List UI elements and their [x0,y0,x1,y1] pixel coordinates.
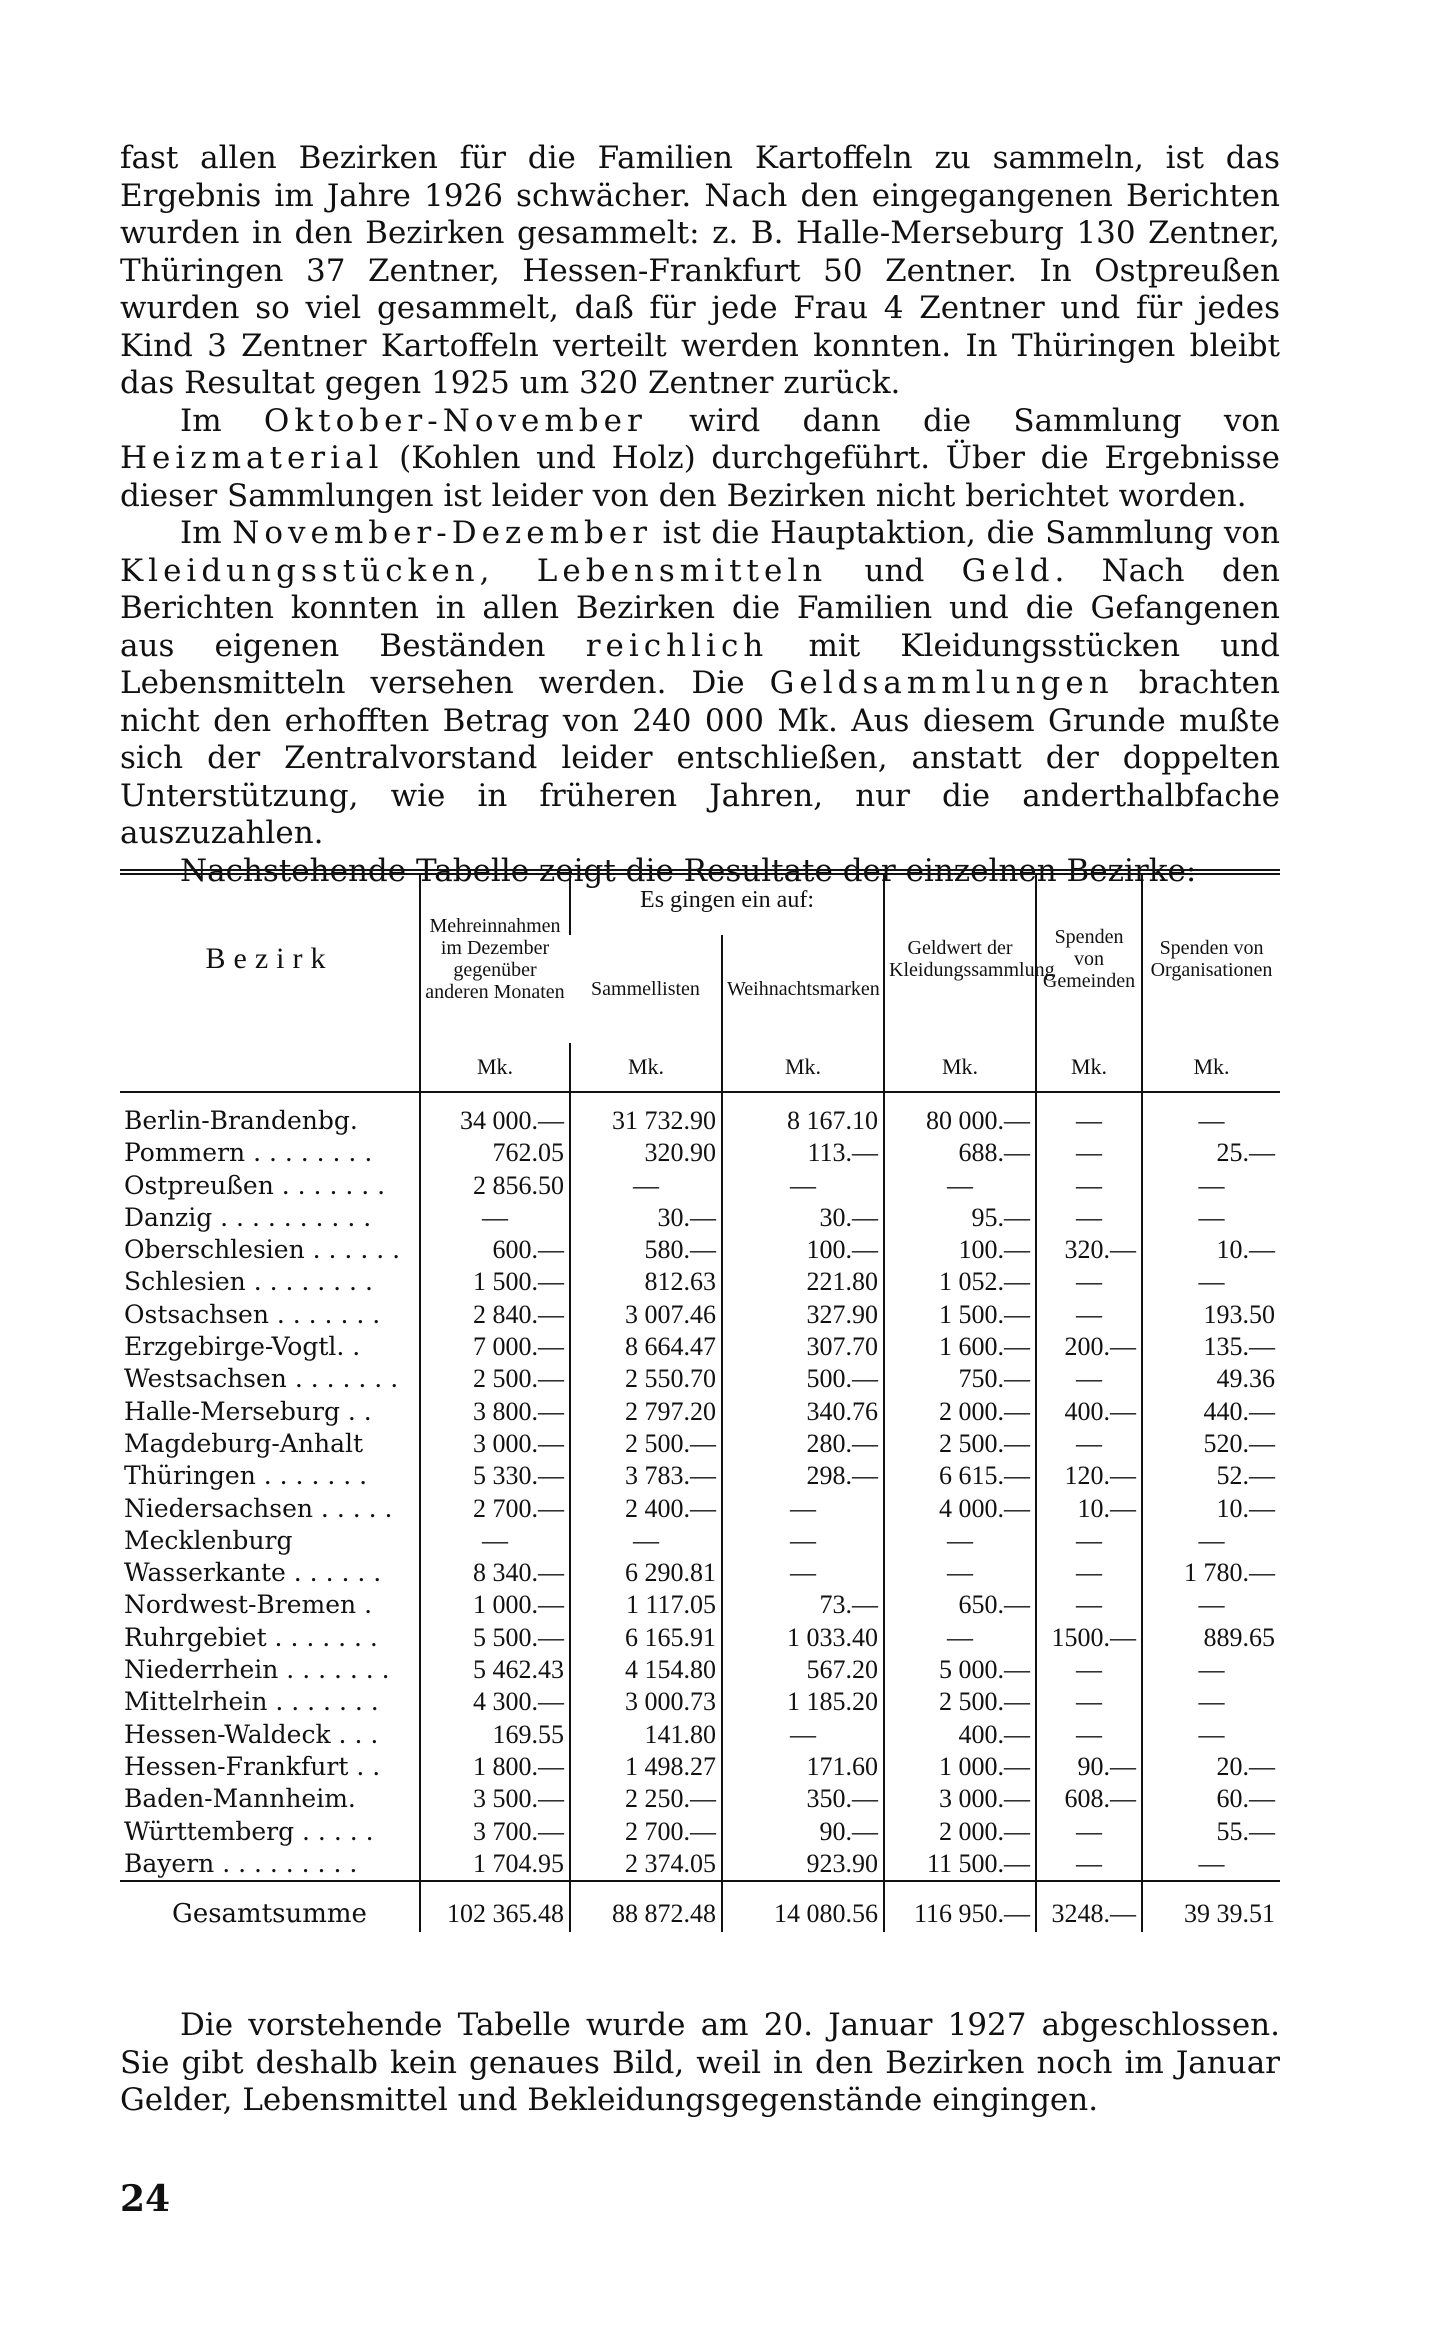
mehreinnahmen-cell: 8 340.— [420,1557,570,1589]
weihnachtsmarken-cell: — [722,1525,884,1557]
table-row [120,1092,1280,1137]
geldwert-cell: — [884,1170,1036,1202]
total-label: Gesamtsumme [120,1881,420,1932]
spenden-gemeinden-cell: — [1036,1299,1142,1331]
bezirk-cell: Ostpreußen . . . . . . . [124,1170,386,1200]
geldwert-cell: — [884,1525,1036,1557]
results-table [120,869,1280,1932]
geldwert-cell: 688.— [884,1137,1036,1169]
total-weihnachtsmarken: 14 080.56 [722,1881,884,1932]
sammellisten-cell: 580.— [570,1234,722,1266]
sammellisten-cell: — [570,1525,722,1557]
unit-cell: Mk. [722,1043,884,1092]
weihnachtsmarken-cell: 500.— [722,1363,884,1395]
sammellisten-cell: 2 500.— [570,1428,722,1460]
mehreinnahmen-cell: — [420,1202,570,1234]
table-row [120,1266,1280,1298]
table-header [120,872,1280,1092]
bezirk-cell: Westsachsen . . . . . . . [124,1364,399,1394]
spenden-organisationen-cell: 135.— [1142,1331,1280,1363]
spenden-gemeinden-cell: — [1036,1525,1142,1557]
spenden-gemeinden-cell: 320.— [1036,1234,1142,1266]
spenden-gemeinden-cell: — [1036,1654,1142,1686]
mehreinnahmen-cell: 3 700.— [420,1816,570,1848]
sammellisten-cell: 3 783.— [570,1460,722,1492]
bezirk-cell: Hessen-Frankfurt . . [124,1751,381,1781]
spenden-gemeinden-cell: 120.— [1036,1460,1142,1492]
header-spenden-gemeinden: Spenden von Gemeinden [1036,872,1142,1043]
mehreinnahmen-cell: 1 704.95 [420,1848,570,1881]
unit-cell-empty [120,1043,420,1092]
sammellisten-cell: 3 007.46 [570,1299,722,1331]
bezirk-cell: Erzgebirge-Vogtl. . [124,1332,361,1362]
sammellisten-cell: 6 165.91 [570,1622,722,1654]
spenden-organisationen-cell: — [1142,1589,1280,1621]
table-row [120,1299,1280,1331]
weihnachtsmarken-cell: 1 185.20 [722,1686,884,1718]
spenden-gemeinden-cell: — [1036,1686,1142,1718]
unit-cell: Mk. [884,1043,1036,1092]
table-row [120,1493,1280,1525]
geldwert-cell: 2 000.— [884,1816,1036,1848]
spenden-organisationen-cell: 440.— [1142,1396,1280,1428]
spenden-gemeinden-cell: — [1036,1557,1142,1589]
geldwert-cell: — [884,1622,1036,1654]
table-row [120,1202,1280,1234]
sammellisten-cell: 1 498.27 [570,1751,722,1783]
weihnachtsmarken-cell: 280.— [722,1428,884,1460]
mehreinnahmen-cell: 5 462.43 [420,1654,570,1686]
bezirk-cell: Württemberg . . . . . [124,1816,374,1846]
table-row [120,1428,1280,1460]
mehreinnahmen-cell: 3 000.— [420,1428,570,1460]
mehreinnahmen-cell: 5 500.— [420,1622,570,1654]
spenden-organisationen-cell: 49.36 [1142,1363,1280,1395]
table-row [120,1589,1280,1621]
bezirk-cell: Danzig . . . . . . . . . . [124,1202,372,1232]
spenden-organisationen-cell: 10.— [1142,1234,1280,1266]
text-run: . Nach den Berichten konnten in allen Bezirken die Familien und die Gefangenen aus eigenen Beständen [120,552,1281,664]
geldwert-cell: 400.— [884,1719,1036,1751]
sammellisten-cell: 320.90 [570,1137,722,1169]
text-run: mit Kleidungsstücken und Lebensmitteln versehen werden. Die [120,627,1280,701]
spaced-text: Geld [961,552,1055,589]
spenden-organisationen-cell: 55.— [1142,1816,1280,1848]
spenden-gemeinden-cell: — [1036,1363,1142,1395]
text-run: brachten nicht den erhofften Betrag von 240 000 Mk. Aus diesem Grunde mußte sich der Zentralvorstand leider entschließen, anstatt der doppelten Unterstützung, wie in früheren Jahren, nur die anderthalbfache auszuzahlen. [120,665,1280,851]
spenden-organisationen-cell: 60.— [1142,1783,1280,1815]
spenden-gemeinden-cell: — [1036,1170,1142,1202]
mehreinnahmen-cell: 2 840.— [420,1299,570,1331]
spenden-gemeinden-cell: 608.— [1036,1783,1142,1815]
weihnachtsmarken-cell: 567.20 [722,1654,884,1686]
total-mehreinnahmen: 102 365.48 [420,1881,570,1932]
text-run: (Kohlen und Holz) durchgeführt. Über die Ergebnisse dieser Sammlungen ist leider von den Bezirken nicht berichtet worden. [120,440,1280,514]
bezirk-cell: Niederrhein . . . . . . . [124,1655,390,1685]
geldwert-cell: 1 000.— [884,1751,1036,1783]
spenden-gemeinden-cell: 90.— [1036,1751,1142,1783]
spaced-text: Oktober-November [263,402,647,439]
spenden-gemeinden-cell: — [1036,1202,1142,1234]
total-spenden-gemeinden: 3248.— [1036,1881,1142,1932]
bezirk-cell: Pommern . . . . . . . . [124,1138,373,1168]
table-row [120,1622,1280,1654]
weihnachtsmarken-cell: — [722,1557,884,1589]
bezirk-cell: Mittelrhein . . . . . . . [124,1687,379,1717]
weihnachtsmarken-cell: 113.— [722,1137,884,1169]
geldwert-cell: 3 000.— [884,1783,1036,1815]
spenden-gemeinden-cell: 10.— [1036,1493,1142,1525]
weihnachtsmarken-cell: 327.90 [722,1299,884,1331]
weihnachtsmarken-cell: 298.— [722,1460,884,1492]
weihnachtsmarken-cell: 73.— [722,1589,884,1621]
sammellisten-cell: — [570,1170,722,1202]
paragraph-kartoffeln: fast allen Bezirken für die Familien Kartoffeln zu sammeln, ist das Ergebnis im Jahre 1926 schwächer. Nach den eingegangenen Berichten wurden in den Bezirken gesammelt: z. B. Halle-Merseburg 130 Zentner, Thüringen 37 Zentner, Hessen-Frankfurt 50 Zentner. In Ostpreußen wurden so viel gesammelt, daß für jede Frau 4 Zentner und für jedes Kind 3 Zentner Kartoffeln verteilt werden konnten. In Thüringen bleibt das Resultat gegen 1925 um 320 Zentner zurück. [120,140,1280,401]
sammellisten-cell: 141.80 [570,1719,722,1751]
spenden-organisationen-cell: — [1142,1092,1280,1137]
weihnachtsmarken-cell: 923.90 [722,1848,884,1881]
weihnachtsmarken-cell: 8 167.10 [722,1092,884,1137]
table-row [120,1170,1280,1202]
page-number: 24 [120,2178,171,2220]
spenden-organisationen-cell: — [1142,1654,1280,1686]
spenden-organisationen-cell: 20.— [1142,1751,1280,1783]
bezirk-cell: Magdeburg-Anhalt [124,1428,364,1458]
weihnachtsmarken-cell: 221.80 [722,1266,884,1298]
mehreinnahmen-cell: 1 000.— [420,1589,570,1621]
sammellisten-cell: 30.— [570,1202,722,1234]
spaced-text: Kleidungsstücken, Lebensmitteln [120,552,828,589]
mehreinnahmen-cell: 7 000.— [420,1331,570,1363]
geldwert-cell: 5 000.— [884,1654,1036,1686]
bezirk-cell: Ostsachsen . . . . . . . [124,1299,381,1329]
geldwert-cell: — [884,1557,1036,1589]
table-row [120,1751,1280,1783]
sammellisten-cell: 4 154.80 [570,1654,722,1686]
spenden-organisationen-cell: — [1142,1848,1280,1881]
text-run: und [827,552,962,589]
weihnachtsmarken-cell: 171.60 [722,1751,884,1783]
units-row [120,1043,1280,1092]
mehreinnahmen-cell: 1 500.— [420,1266,570,1298]
spenden-organisationen-cell: — [1142,1686,1280,1718]
sammellisten-cell: 2 374.05 [570,1848,722,1881]
weihnachtsmarken-cell: — [722,1493,884,1525]
mehreinnahmen-cell: 2 700.— [420,1493,570,1525]
intro-text [120,140,1280,890]
table-row [120,1848,1280,1881]
sammellisten-cell: 2 250.— [570,1783,722,1815]
total-geldwert: 116 950.— [884,1881,1036,1932]
weihnachtsmarken-cell: 1 033.40 [722,1622,884,1654]
spenden-organisationen-cell: — [1142,1266,1280,1298]
spenden-organisationen-cell: — [1142,1202,1280,1234]
header-group: Es gingen ein auf: [570,872,884,935]
weihnachtsmarken-cell: 350.— [722,1783,884,1815]
table-row [120,1654,1280,1686]
bezirk-cell: Wasserkante . . . . . . [124,1558,382,1588]
table-row [120,1234,1280,1266]
bezirk-cell: Oberschlesien . . . . . . [124,1235,401,1265]
spenden-gemeinden-cell: 400.— [1036,1396,1142,1428]
bezirk-cell: Nordwest-Bremen . [124,1590,373,1620]
table-row [120,1557,1280,1589]
weihnachtsmarken-cell: 340.76 [722,1396,884,1428]
table-row [120,1719,1280,1751]
sammellisten-cell: 1 117.05 [570,1589,722,1621]
mehreinnahmen-cell: 169.55 [420,1719,570,1751]
spenden-gemeinden-cell: — [1036,1816,1142,1848]
spenden-organisationen-cell: 52.— [1142,1460,1280,1492]
paragraph-heizmaterial [120,403,1280,516]
spenden-gemeinden-cell: — [1036,1428,1142,1460]
geldwert-cell: 11 500.— [884,1848,1036,1881]
geldwert-cell: 6 615.— [884,1460,1036,1492]
paragraph-hauptaktion [120,515,1280,853]
header-mehreinnahmen: Mehreinnahmen im Dezember gegenüber anderen Monaten [420,872,570,1043]
sammellisten-cell: 8 664.47 [570,1331,722,1363]
geldwert-cell: 750.— [884,1363,1036,1395]
spenden-organisationen-cell: 1 780.— [1142,1557,1280,1589]
table-row [120,1363,1280,1395]
bezirk-cell: Berlin-Brandenbg. [124,1106,358,1135]
geldwert-cell: 1 052.— [884,1266,1036,1298]
spenden-organisationen-cell: — [1142,1525,1280,1557]
mehreinnahmen-cell: 762.05 [420,1137,570,1169]
spenden-organisationen-cell: 889.65 [1142,1622,1280,1654]
text-run: Im [180,515,233,551]
mehreinnahmen-cell: 2 856.50 [420,1170,570,1202]
spenden-gemeinden-cell: 200.— [1036,1331,1142,1363]
unit-cell: Mk. [570,1043,722,1092]
bezirk-cell: Niedersachsen . . . . . [124,1493,393,1523]
bezirk-cell: Baden-Mannheim. [124,1784,356,1814]
total-spenden-organisationen: 39 39.51 [1142,1881,1280,1932]
geldwert-cell: 2 000.— [884,1396,1036,1428]
table-row [120,1525,1280,1557]
unit-cell: Mk. [420,1043,570,1092]
mehreinnahmen-cell: 4 300.— [420,1686,570,1718]
text-run: Im [180,402,264,439]
bezirk-cell: Hessen-Waldeck . . . [124,1719,379,1749]
spaced-text: reichlich [585,627,769,664]
table-row [120,1396,1280,1428]
spenden-gemeinden-cell: — [1036,1589,1142,1621]
unit-cell: Mk. [1142,1043,1280,1092]
mehreinnahmen-cell: — [420,1525,570,1557]
spenden-organisationen-cell: — [1142,1170,1280,1202]
total-sammellisten: 88 872.48 [570,1881,722,1932]
spenden-gemeinden-cell: 1500.— [1036,1622,1142,1654]
bezirk-cell: Halle-Merseburg . . [124,1396,372,1426]
total-row [120,1881,1280,1932]
text-run: wird dann die Sammlung von [646,402,1280,439]
spaced-text: November-Dezember [232,515,652,551]
mehreinnahmen-cell: 1 800.— [420,1751,570,1783]
header-sammellisten: Sammellisten [591,978,700,1001]
sammellisten-cell: 6 290.81 [570,1557,722,1589]
geldwert-cell: 100.— [884,1234,1036,1266]
table-row [120,1331,1280,1363]
bezirk-cell: Thüringen . . . . . . . [124,1461,368,1491]
spenden-organisationen-cell: 520.— [1142,1428,1280,1460]
bezirk-cell: Schlesien . . . . . . . . [124,1267,373,1297]
weihnachtsmarken-cell: 100.— [722,1234,884,1266]
closing-paragraph: Die vorstehende Tabelle wurde am 20. Januar 1927 abgeschlossen. Sie gibt deshalb kein genaues Bild, weil in den Bezirken noch im Januar Gelder, Lebensmittel und Bekleidungsgegenstände eingingen. [120,2007,1280,2118]
weihnachtsmarken-cell: 307.70 [722,1331,884,1363]
geldwert-cell: 2 500.— [884,1686,1036,1718]
geldwert-cell: 2 500.— [884,1428,1036,1460]
sammellisten-cell: 2 797.20 [570,1396,722,1428]
geldwert-cell: 1 600.— [884,1331,1036,1363]
mehreinnahmen-cell: 34 000.— [420,1092,570,1137]
weihnachtsmarken-cell: 90.— [722,1816,884,1848]
mehreinnahmen-cell: 3 800.— [420,1396,570,1428]
header-spenden-organisationen: Spenden von Organisationen [1142,872,1280,1043]
table-row [120,1686,1280,1718]
weihnachtsmarken-cell: — [722,1170,884,1202]
table-row [120,1460,1280,1492]
spenden-organisationen-cell: 193.50 [1142,1299,1280,1331]
geldwert-cell: 650.— [884,1589,1036,1621]
geldwert-cell: 80 000.— [884,1092,1036,1137]
text-run: ist die Hauptaktion, die Sammlung von [652,515,1280,551]
spenden-organisationen-cell: 10.— [1142,1493,1280,1525]
sammellisten-cell: 812.63 [570,1266,722,1298]
spenden-gemeinden-cell: — [1036,1848,1142,1881]
bezirk-cell: Mecklenburg [124,1525,293,1555]
unit-cell: Mk. [1036,1043,1142,1092]
weihnachtsmarken-cell: 30.— [722,1202,884,1234]
mehreinnahmen-cell: 600.— [420,1234,570,1266]
table-row [120,1783,1280,1815]
spenden-gemeinden-cell: — [1036,1137,1142,1169]
sammellisten-cell: 31 732.90 [570,1092,722,1137]
spenden-gemeinden-cell: — [1036,1092,1142,1137]
bezirk-cell: Bayern . . . . . . . . . [124,1848,358,1878]
geldwert-cell: 1 500.— [884,1299,1036,1331]
spenden-gemeinden-cell: — [1036,1719,1142,1751]
sammellisten-cell: 2 700.— [570,1816,722,1848]
sammellisten-cell: 2 550.70 [570,1363,722,1395]
spenden-gemeinden-cell: — [1036,1266,1142,1298]
table-row [120,1137,1280,1169]
mehreinnahmen-cell: 3 500.— [420,1783,570,1815]
header-bezirk: Bezirk [120,872,420,1043]
spenden-organisationen-cell: 25.— [1142,1137,1280,1169]
spaced-text: Geldsammlungen [769,665,1114,701]
paragraph-table-intro: Nachstehende Tabelle zeigt die Resultate der einzelnen Bezirke: [180,852,1197,889]
sammellisten-cell: 2 400.— [570,1493,722,1525]
spaced-text: Heizmaterial [120,440,384,476]
header-geldwert: Geldwert der Kleidungssammlung [884,872,1036,1043]
geldwert-cell: 4 000.— [884,1493,1036,1525]
bezirk-cell: Ruhrgebiet . . . . . . . [124,1622,378,1652]
table-row [120,1816,1280,1848]
table-body [120,1092,1280,1881]
mehreinnahmen-cell: 2 500.— [420,1363,570,1395]
table-footer [120,1881,1280,1932]
geldwert-cell: 95.— [884,1202,1036,1234]
spenden-organisationen-cell: — [1142,1719,1280,1751]
header-weihnachtsmarken: Weihnachtsmarken [722,935,884,1043]
weihnachtsmarken-cell: — [722,1719,884,1751]
mehreinnahmen-cell: 5 330.— [420,1460,570,1492]
sammellisten-cell: 3 000.73 [570,1686,722,1718]
